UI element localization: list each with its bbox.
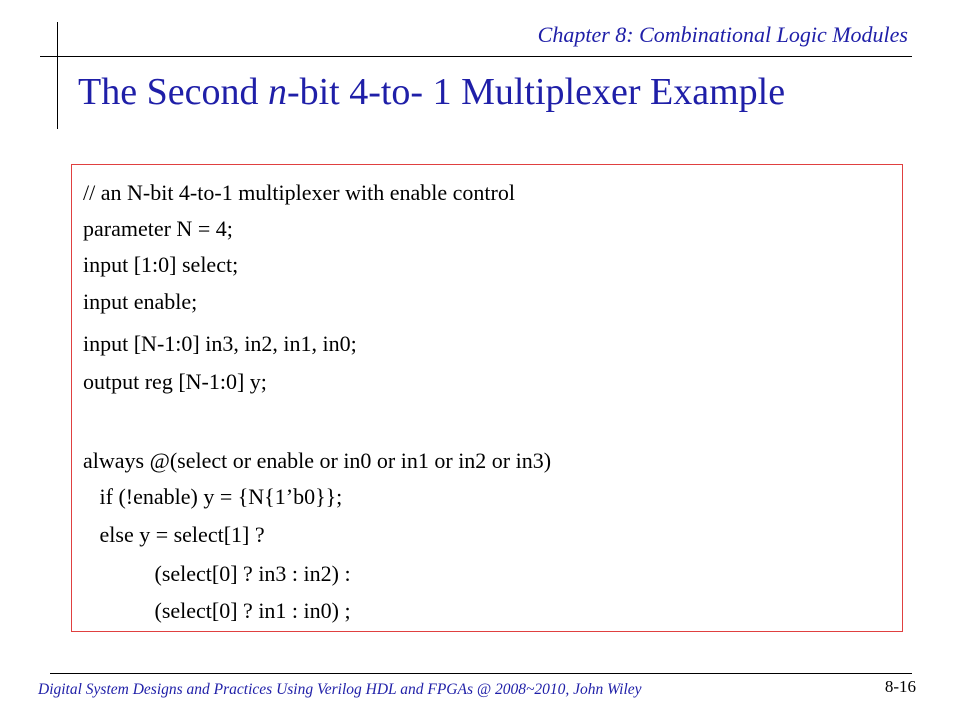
header-vertical-rule: [57, 22, 58, 129]
code-line: else y = select[1] ?: [83, 522, 265, 547]
header-horizontal-rule: [40, 56, 912, 57]
page-number: 8-16: [884, 677, 916, 696]
title-part-2: -bit 4-to- 1 Multiplexer Example: [286, 71, 786, 113]
title-italic-n: n: [267, 71, 287, 113]
footer-citation: Digital System Designs and Practices Using Verilog HDL and FPGAs @ 2008~2010, John Wiley: [38, 681, 642, 698]
code-line: always @(select or enable or in0 or in1 or in2 or in3): [83, 448, 552, 473]
code-box: [71, 164, 903, 632]
code-line: input enable;: [83, 289, 198, 314]
code-line: input [N-1:0] in3, in2, in1, in0;: [83, 331, 357, 356]
code-line: (select[0] ? in1 : in0) ;: [83, 598, 351, 623]
slide-title: [78, 70, 785, 114]
chapter-label: Chapter 8: Combinational Logic Modules: [537, 22, 908, 47]
code-line: (select[0] ? in3 : in2) :: [83, 561, 351, 586]
code-line: parameter N = 4;: [83, 216, 233, 241]
footer-horizontal-rule: [50, 673, 912, 674]
title-part-1: The Second: [78, 71, 268, 113]
code-line: // an N-bit 4-to-1 multiplexer with enable control: [83, 180, 515, 205]
code-line: if (!enable) y = {N{1’b0}};: [83, 484, 343, 509]
code-line: output reg [N-1:0] y;: [83, 369, 267, 394]
code-line: input [1:0] select;: [83, 252, 239, 277]
